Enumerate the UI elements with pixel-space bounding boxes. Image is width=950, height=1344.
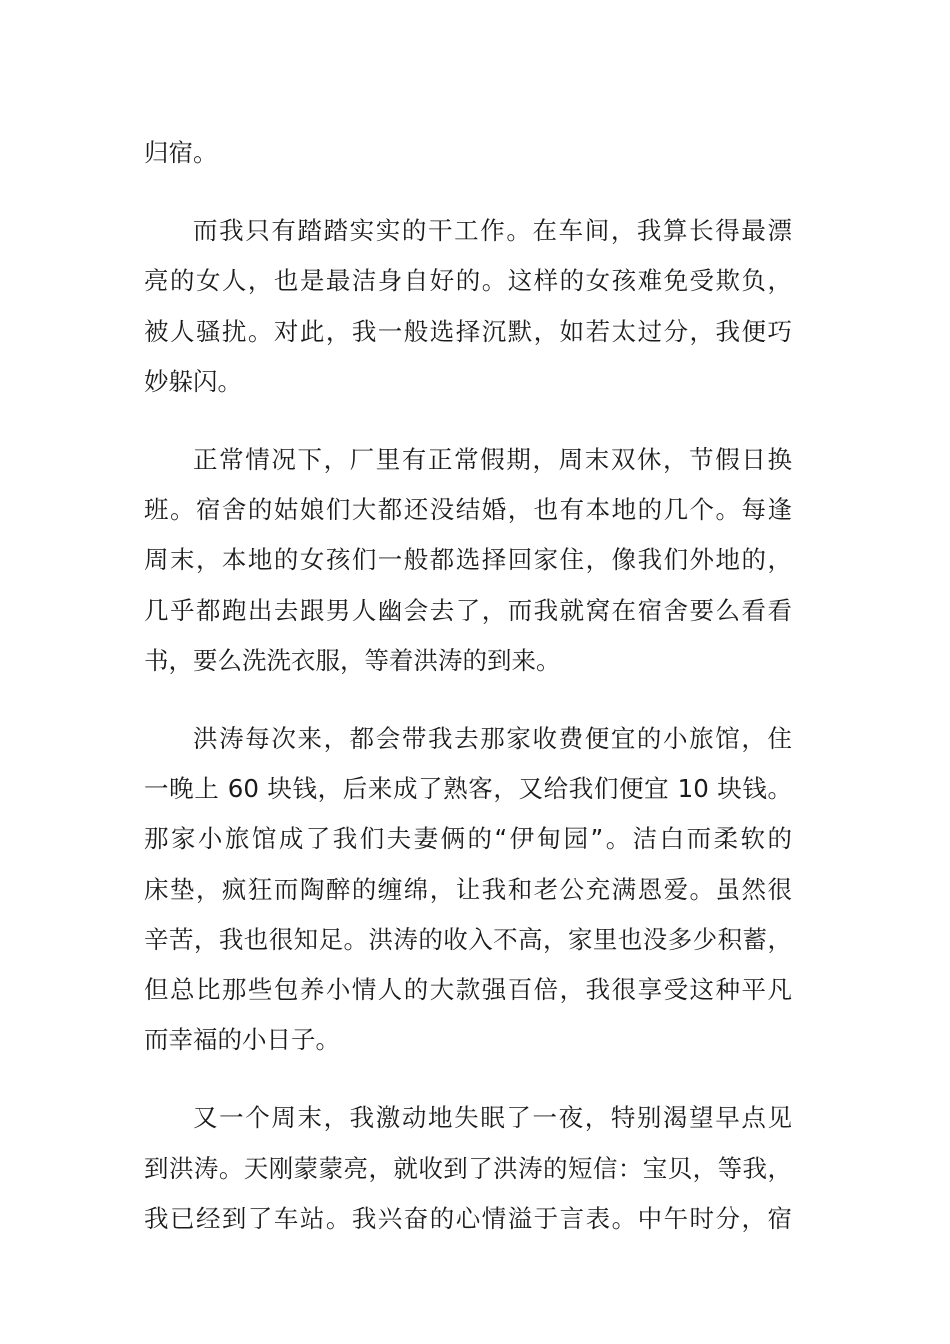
text-line: 一晚上 60 块钱，后来成了熟客，又给我们便宜 10 块钱。 xyxy=(144,774,792,804)
text-line: 到洪涛。天刚蒙蒙亮，就收到了洪涛的短信：宝贝，等我， xyxy=(144,1153,792,1183)
text-line: 但总比那些包养小情人的大款强百倍，我很享受这种平凡 xyxy=(144,975,792,1005)
text-line: 我已经到了车站。我兴奋的心情溢于言表。中午时分，宿 xyxy=(144,1203,792,1233)
text-line: 床垫，疯狂而陶醉的缠绵，让我和老公充满恩爱。虽然很 xyxy=(144,874,792,904)
text-line: 几乎都跑出去跟男人幽会去了，而我就窝在宿舍要么看看 xyxy=(144,595,792,625)
text-line: 被人骚扰。对此，我一般选择沉默，如若太过分，我便巧 xyxy=(144,316,792,346)
text-line: 妙躲闪。 xyxy=(144,366,242,396)
text-line: 洪涛每次来，都会带我去那家收费便宜的小旅馆，住 xyxy=(193,724,792,754)
text-line: 而幸福的小日子。 xyxy=(144,1025,340,1055)
text-line: 班。宿舍的姑娘们大都还没结婚，也有本地的几个。每逢 xyxy=(144,495,792,525)
text-line: 而我只有踏踏实实的干工作。在车间，我算长得最漂 xyxy=(193,216,792,246)
paragraph-1 xyxy=(144,128,792,178)
text-line: 那家小旅馆成了我们夫妻俩的“伊甸园”。洁白而柔软的 xyxy=(144,824,792,854)
paragraph-3 xyxy=(144,435,792,686)
text-line: 辛苦，我也很知足。洪涛的收入不高，家里也没多少积蓄， xyxy=(144,924,792,954)
text-line: 正常情况下，厂里有正常假期，周末双休，节假日换 xyxy=(193,445,792,475)
paragraph-4 xyxy=(144,714,792,1065)
text-line: 书，要么洗洗衣服，等着洪涛的到来。 xyxy=(144,645,561,675)
body-text xyxy=(144,128,792,1272)
paragraph-2 xyxy=(144,206,792,407)
text-line: 又一个周末，我激动地失眠了一夜，特别渴望早点见 xyxy=(193,1103,792,1133)
text-line: 归宿。 xyxy=(144,138,218,167)
text-line: 亮的女人，也是最洁身自好的。这样的女孩难免受欺负， xyxy=(144,266,792,296)
paragraph-5 xyxy=(144,1093,792,1244)
text-line: 周末，本地的女孩们一般都选择回家住，像我们外地的， xyxy=(144,545,792,575)
